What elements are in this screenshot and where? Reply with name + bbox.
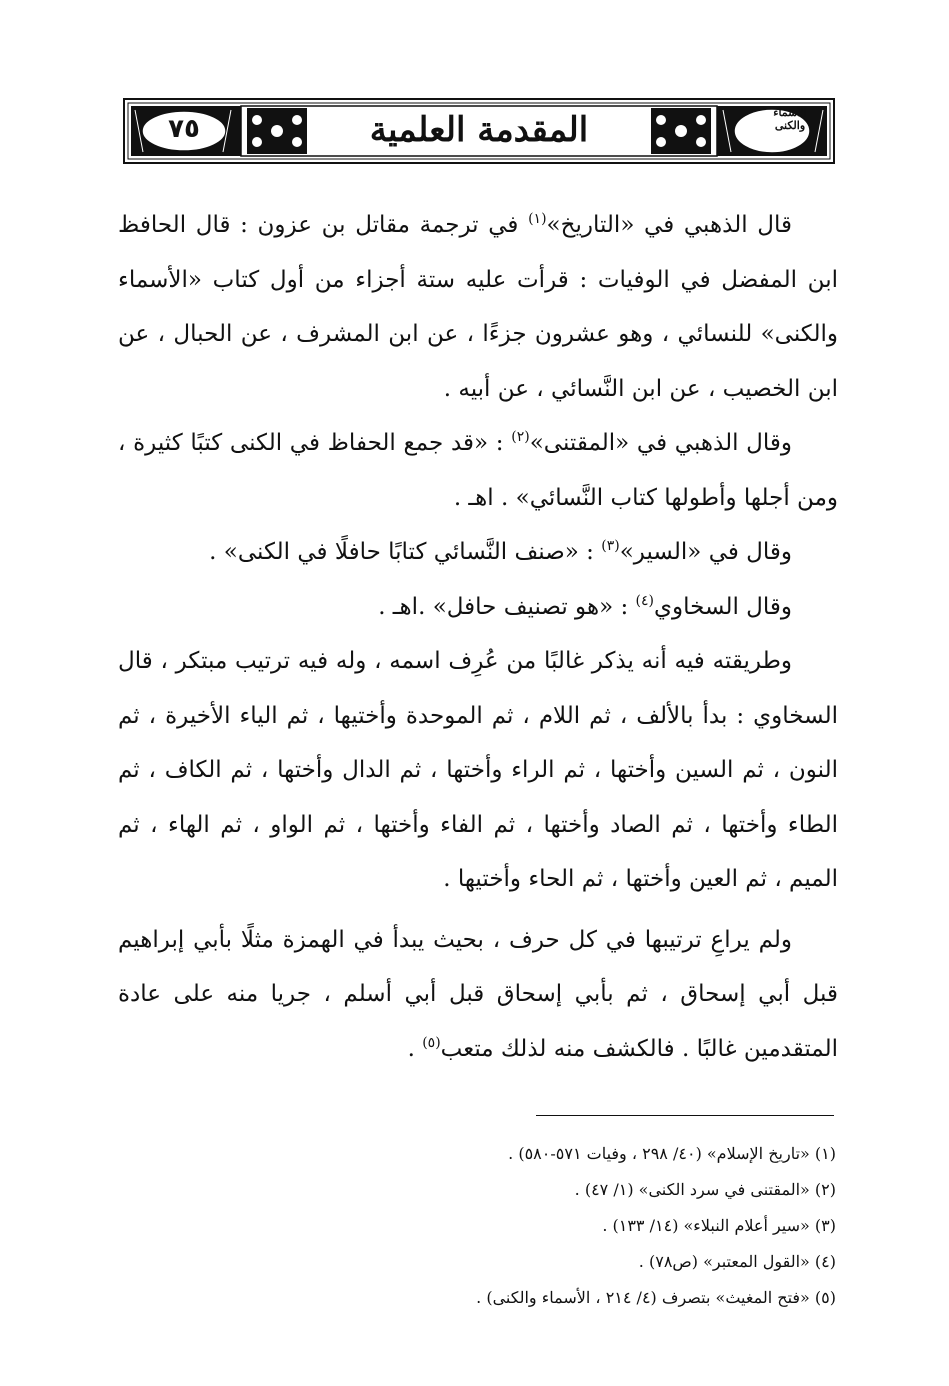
paragraph: وقال الذهبي في «المقتنى»$^{(٢)}$ : «قد جمع الحفاظ في الكنى كتبًا كثيرة ، ومن أجلها وأطولها كتاب النَّسائي» . اهـ . (118, 429, 838, 511)
book-emblem: الأسماء والكنى (773, 106, 807, 132)
footnotes (118, 1136, 836, 1316)
footnote-ref[interactable]: (٣) (601, 538, 620, 554)
paragraph: وقال في «السير»$^{(٣)}$ : «صنف النَّسائي كتابًا حافلًا في الكنى» . (209, 538, 792, 565)
footnote-ref[interactable]: (١) (528, 211, 547, 227)
page-header (123, 98, 835, 164)
footnote: (٢) «المقتنى في سرد الكنى» (١/ ٤٧) . (574, 1180, 836, 1199)
page-title: المقدمة العلمية (369, 110, 589, 150)
paragraph: ولم يراعِ ترتيبها في كل حرف ، بحيث يبدأ في الهمزة مثلًا بأبي إبراهيم قبل أبي إسحاق ، ثم بأبي إسحاق قبل أبي أسلم ، جريا منه على عادة المتقدمين غالبًا . فالكشف منه لذلك متعب$^{(٥)}$ . (118, 926, 838, 1062)
footnote: (٥) «فتح المغيث» بتصرف (٤/ ٢١٤ ، الأسماء والكنى) . (476, 1288, 836, 1307)
paragraph: وقال السخاوي$^{(٤)}$ : «هو تصنيف حافل» .اهـ . (378, 592, 792, 620)
footnote-ref[interactable]: (٥) (422, 1034, 441, 1051)
footnote: (٤) «القول المعتبر» (ص٧٨) . (638, 1252, 836, 1271)
main-text (118, 198, 838, 1076)
footnote: (١) «تاريخ الإسلام» (٤٠/ ٢٩٨ ، وفيات ٥٧١-٥٨٠) . (508, 1144, 836, 1163)
footnote-divider (536, 1115, 834, 1116)
footnote-ref[interactable]: (٢) (511, 429, 530, 445)
paragraph: وطريقته فيه أنه يذكر غالبًا من عُرِف اسمه ، وله فيه ترتيب مبتكر ، قال السخاوي : بدأ بالألف ، ثم اللام ، ثم الموحدة وأختيها ، ثم الياء الأخيرة ، ثم النون ، ثم السين وأختها ، ثم الراء وأختها ، ثم الدال وأختها ، ثم الكاف ، ثم الطاء وأختها ، ثم الصاد وأختها ، ثم الفاء وأختها ، ثم الواو ، ثم الهاء ، ثم الميم ، ثم العين وأختها ، ثم الحاء وأختيها . (118, 648, 838, 892)
page-number: ٧٥ (168, 114, 200, 144)
footnote: (٣) «سير أعلام النبلاء» (١٤/ ١٣٣) . (602, 1216, 836, 1235)
paragraph: قال الذهبي في «التاريخ»$^{(١)}$ في ترجمة مقاتل بن عزون : قال الحافظ ابن المفضل في الوفيات : قرأت عليه ستة أجزاء من أول كتاب «الأسماء والكنى» للنسائي ، وهو عشرون جزءًا ، عن ابن المشرف ، عن الحبال ، عن ابن الخصيب ، عن ابن النَّسائي ، عن أبيه . (118, 211, 838, 402)
footnote-ref[interactable]: (٤) (635, 592, 654, 609)
